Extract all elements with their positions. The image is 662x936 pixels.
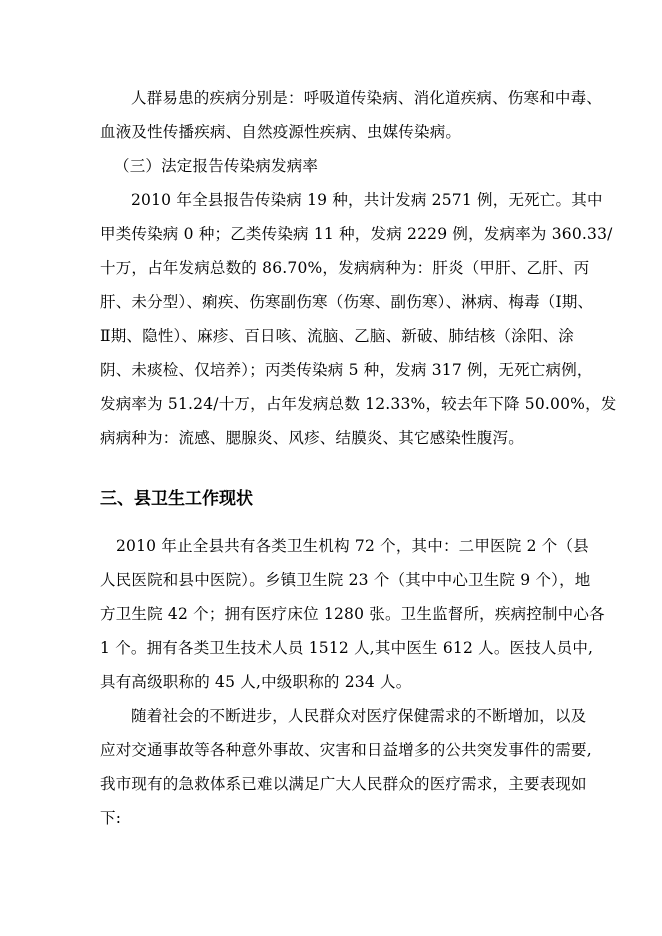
text-line: 2010 年止全县共有各类卫生机构 72 个，其中：二甲医院 2 个（县 [116, 537, 589, 555]
text-line: 1 个。拥有各类卫生技术人员 1512 人,其中医生 612 人。医技人员中, [100, 639, 594, 657]
text-line: 2010 年全县报告传染病 19 种，共计发病 2571 例，无死亡。其中 [131, 191, 603, 209]
text-line: 发病率为 51.24/十万，占年发病总数 12.33%，较去年下降 50.00%，发 [100, 395, 617, 413]
text-line: 具有高级职称的 45 人,中级职称的 234 人。 [100, 673, 412, 691]
text-line: 十万，占年发病总数的 86.70%，发病病种为：肝炎（甲肝、乙肝、丙 [100, 259, 590, 277]
text-line: 肝、未分型）、痢疾、伤寒副伤寒（伤寒、副伤寒）、淋病、梅毒（Ⅰ期、 [100, 293, 594, 311]
text-line: 应对交通事故等各种意外事故、灾害和日益增多的公共突发事件的需要, [100, 741, 592, 759]
text-line: 方卫生院 42 个；拥有医疗床位 1280 张。卫生监督所，疾病控制中心各 [100, 605, 605, 623]
text-line: 随着社会的不断进步，人民群众对医疗保健需求的不断增加，以及 [131, 707, 587, 725]
text-line: 血液及性传播疾病、自然疫源性疾病、虫媒传染病。 [100, 123, 462, 141]
text-line: 甲类传染病 0 种；乙类传染病 11 种，发病 2229 例，发病率为 360.33/ [100, 225, 613, 243]
text-line: 我市现有的急救体系已难以满足广大人民群众的医疗需求，主要表现如 [100, 775, 587, 793]
text-line: 下: [100, 809, 122, 827]
text-line: 病病种为：流感、腮腺炎、风疹、结膜炎、其它感染性腹泻。 [100, 429, 524, 447]
text-line: Ⅱ期、隐性）、麻疹、百日咳、流脑、乙脑、新破、肺结核（涂阳、涂 [100, 327, 574, 345]
section-heading: 三、县卫生工作现状 [100, 489, 253, 509]
text-line: 人民医院和县中医院）。乡镇卫生院 23 个（其中中心卫生院 9 个），地 [100, 571, 591, 589]
text-line: 人群易患的疾病分别是：呼吸道传染病、消化道疾病、伤寒和中毒、 [131, 89, 603, 107]
text-line: 阴、未痰检、仅培养）；丙类传染病 5 种，发病 317 例，无死亡病例， [100, 361, 593, 379]
subsection-title: （三）法定报告传染病发病率 [114, 157, 319, 175]
